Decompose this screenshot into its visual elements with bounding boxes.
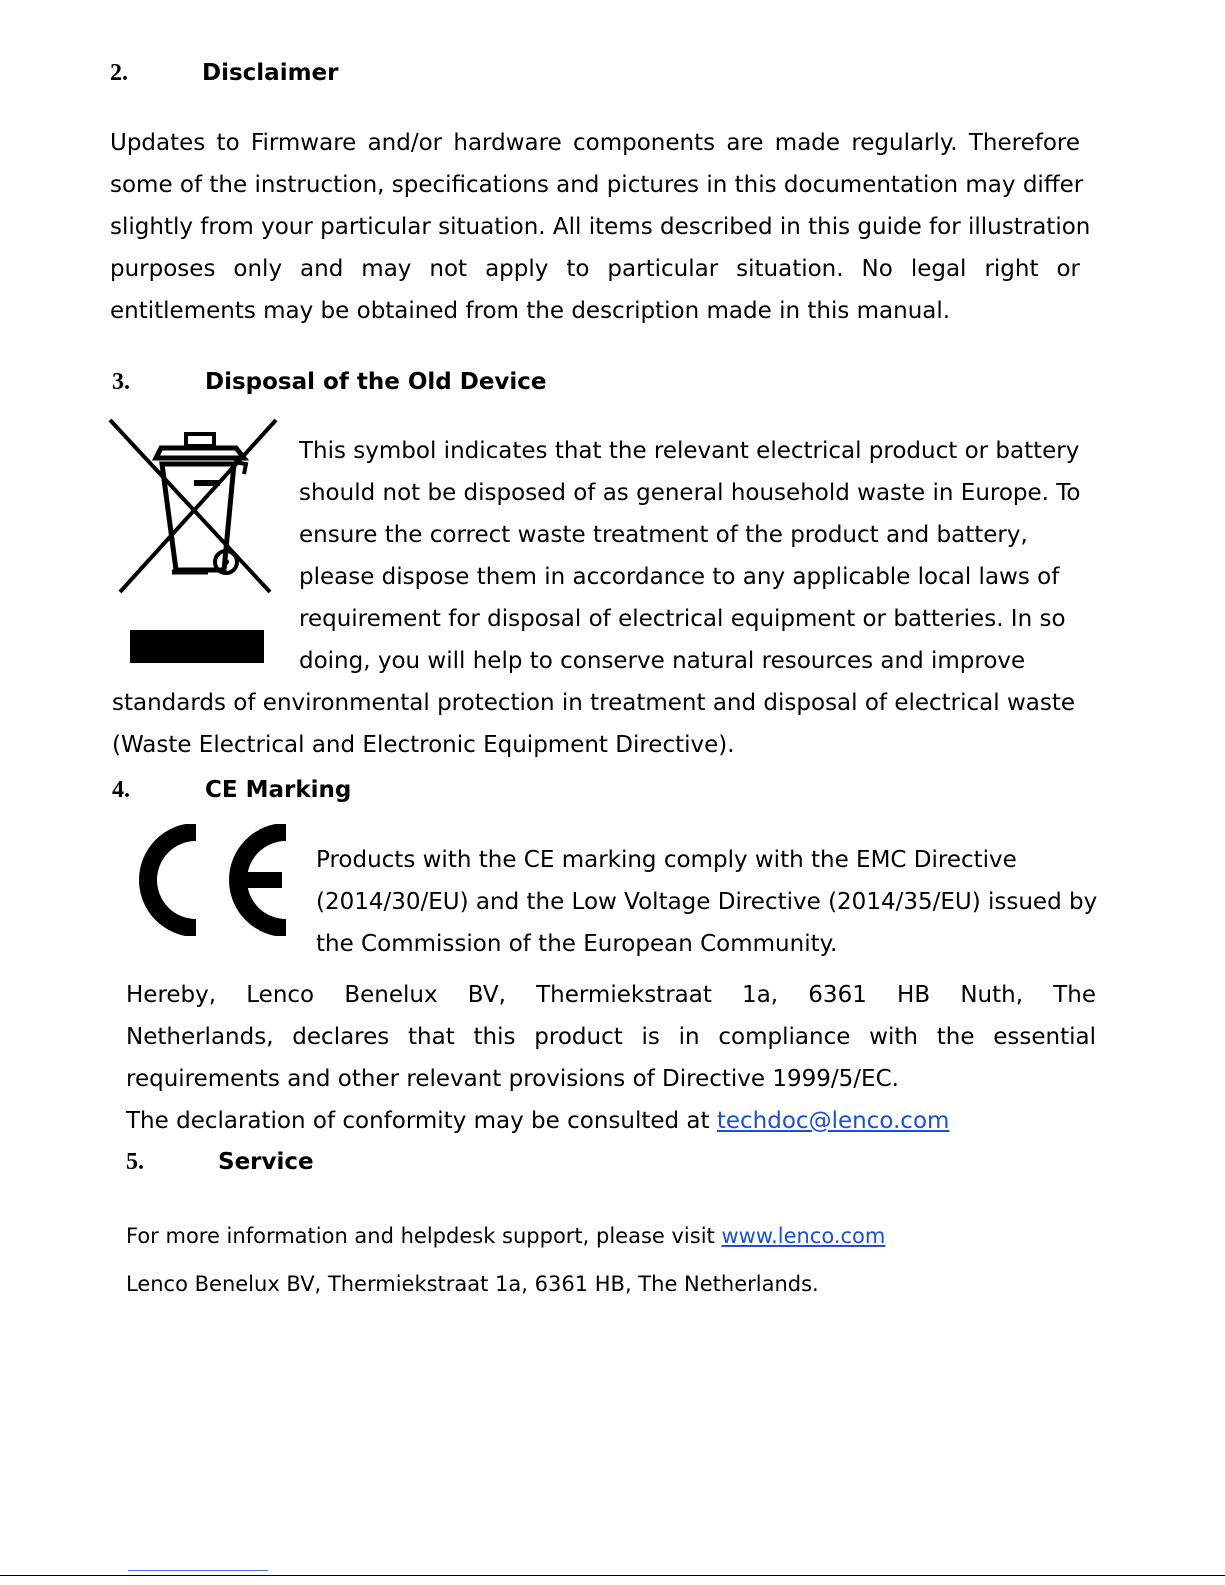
support-text: For more information and helpdesk support, please visit: [126, 1224, 722, 1248]
page-bottom-rule: [0, 1575, 1225, 1576]
section-3-line-7: standards of environmental protection in treatment and disposal of electrical waste: [112, 690, 1076, 716]
section-3-line-8: (Waste Electrical and Electronic Equipment Directive).: [112, 732, 735, 758]
section-4-number: 4.: [112, 777, 130, 803]
section-2-line-3: slightly from your particular situation. All items described in this guide for illustration: [110, 214, 1091, 240]
section-4-line-2: (2014/30/EU) and the Low Voltage Directive (2014/35/EU) issued by: [316, 889, 1098, 915]
section-4-title: CE Marking: [205, 777, 352, 803]
declaration-line-1: Hereby, Lenco Benelux BV, Thermiekstraat 1a, 6361 HB Nuth, The: [126, 982, 1096, 1008]
section-4-line-1: Products with the CE marking comply with the EMC Directive: [316, 847, 1017, 873]
ce-mark-icon: [134, 824, 294, 936]
section-5-title: Service: [218, 1149, 314, 1175]
section-3-line-1: This symbol indicates that the relevant electrical product or battery: [299, 438, 1080, 464]
section-2-line-2: some of the instruction, specifications and pictures in this documentation may differ: [110, 172, 1084, 198]
section-3-number: 3.: [112, 369, 130, 395]
crossed-out-wheelie-bin-icon: [106, 414, 280, 666]
lenco-website-link[interactable]: www.lenco.com: [721, 1224, 886, 1248]
section-3-line-3: ensure the correct waste treatment of the product and battery,: [299, 522, 1028, 548]
support-line: [126, 1222, 885, 1250]
section-4-line-3: the Commission of the European Community.: [316, 931, 838, 957]
section-2-line-5: entitlements may be obtained from the description made in this manual.: [110, 298, 951, 324]
section-2-line-4: purposes only and may not apply to particular situation. No legal right or: [110, 256, 1080, 282]
declaration-line-3: requirements and other relevant provisions of Directive 1999/5/EC.: [126, 1066, 899, 1092]
conformity-text: The declaration of conformity may be consulted at: [126, 1108, 717, 1134]
section-3-title: Disposal of the Old Device: [205, 369, 547, 395]
section-3-line-5: requirement for disposal of electrical equipment or batteries. In so: [299, 606, 1066, 632]
declaration-line-2: Netherlands, declares that this product is in compliance with the essential: [126, 1024, 1096, 1050]
footnote-rule: [128, 1570, 268, 1571]
techdoc-email-link[interactable]: techdoc@lenco.com: [716, 1108, 950, 1134]
section-3-line-6: doing, you will help to conserve natural resources and improve: [299, 648, 1026, 674]
section-3-line-4: please dispose them in accordance to any applicable local laws of: [299, 564, 1060, 590]
company-address: Lenco Benelux BV, Thermiekstraat 1a, 6361 HB, The Netherlands.: [126, 1272, 819, 1296]
section-2-number: 2.: [110, 60, 128, 86]
section-5-number: 5.: [126, 1149, 144, 1175]
section-2-line-1: Updates to Firmware and/or hardware components are made regularly. Therefore: [110, 130, 1080, 156]
section-3-line-2: should not be disposed of as general household waste in Europe. To: [299, 480, 1081, 506]
section-2-title: Disclaimer: [202, 60, 339, 86]
conformity-line: [126, 1106, 949, 1136]
